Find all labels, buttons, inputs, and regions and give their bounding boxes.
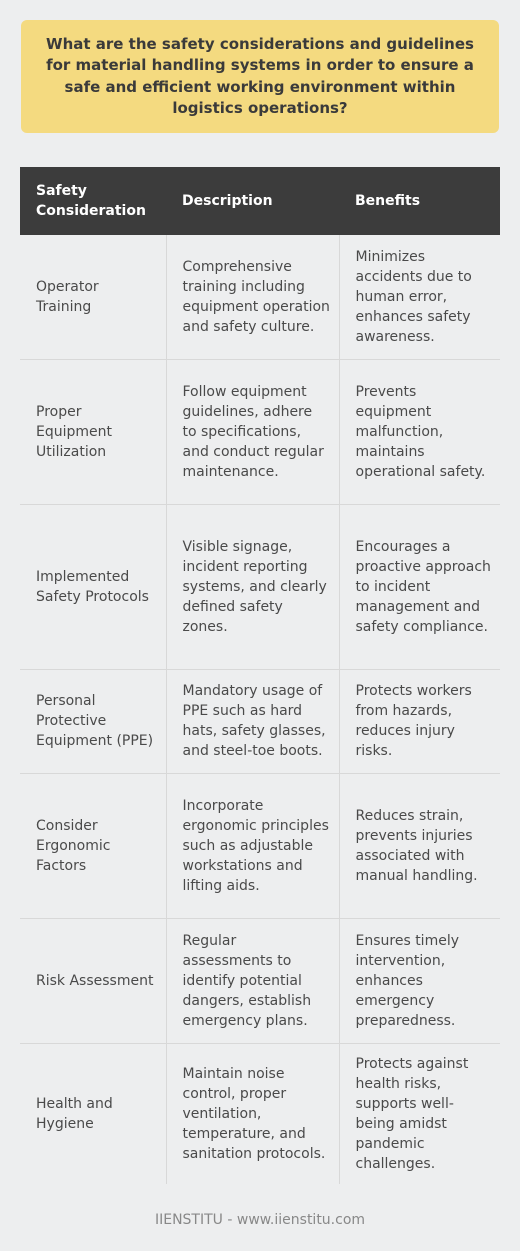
header-description: Description [166, 167, 339, 235]
table-row [20, 504, 500, 669]
cell-benefits: Protects workers from hazards, reduces injury risks. [339, 669, 500, 773]
cell-benefits: Prevents equipment malfunction, maintains operational safety. [339, 359, 500, 504]
cell-benefits: Ensures timely intervention, enhances emergency preparedness. [339, 918, 500, 1043]
safety-table [20, 167, 500, 1184]
cell-description: Regular assessments to identify potential dangers, establish emergency plans. [166, 918, 339, 1043]
question-box [21, 20, 499, 133]
table-row [20, 1043, 500, 1184]
cell-description: Visible signage, incident reporting systems, and clearly defined safety zones. [166, 504, 339, 669]
cell-benefits: Minimizes accidents due to human error, enhances safety awareness. [339, 235, 500, 359]
cell-consideration: Risk Assessment [20, 918, 166, 1043]
table-header-row [20, 167, 500, 235]
footer-credit: IIENSTITU - www.iienstitu.com [154, 1212, 366, 1228]
question-text: What are the safety considerations and guidelines for material handling systems in order to ensure a safe and efficient working environment within logistics operations? [46, 34, 474, 117]
table-row [20, 669, 500, 773]
cell-benefits: Reduces strain, prevents injuries associated with manual handling. [339, 773, 500, 918]
cell-consideration: Proper Equipment Utilization [20, 359, 166, 504]
table-row [20, 235, 500, 359]
cell-consideration: Implemented Safety Protocols [20, 504, 166, 669]
cell-description: Mandatory usage of PPE such as hard hats, safety glasses, and steel-toe boots. [166, 669, 339, 773]
cell-consideration: Consider Ergonomic Factors [20, 773, 166, 918]
cell-consideration: Personal Protective Equipment (PPE) [20, 669, 166, 773]
header-safety-consideration: Safety Consideration [20, 167, 166, 235]
header-benefits: Benefits [339, 167, 500, 235]
table-row [20, 359, 500, 504]
table-row [20, 918, 500, 1043]
table-row [20, 773, 500, 918]
cell-benefits: Encourages a proactive approach to incident management and safety compliance. [339, 504, 500, 669]
cell-benefits: Protects against health risks, supports well-being amidst pandemic challenges. [355, 1055, 469, 1172]
cell-description: Follow equipment guidelines, adhere to specifications, and conduct regular maintenance. [166, 359, 339, 504]
cell-consideration: Operator Training [20, 235, 166, 359]
cell-consideration: Health and Hygiene [20, 1043, 166, 1184]
cell-description: Incorporate ergonomic principles such as adjustable workstations and lifting aids. [166, 773, 339, 918]
cell-description: Maintain noise control, proper ventilation, temperature, and sanitation protocols. [166, 1043, 339, 1184]
cell-description: Comprehensive training including equipment operation and safety culture. [166, 235, 339, 359]
